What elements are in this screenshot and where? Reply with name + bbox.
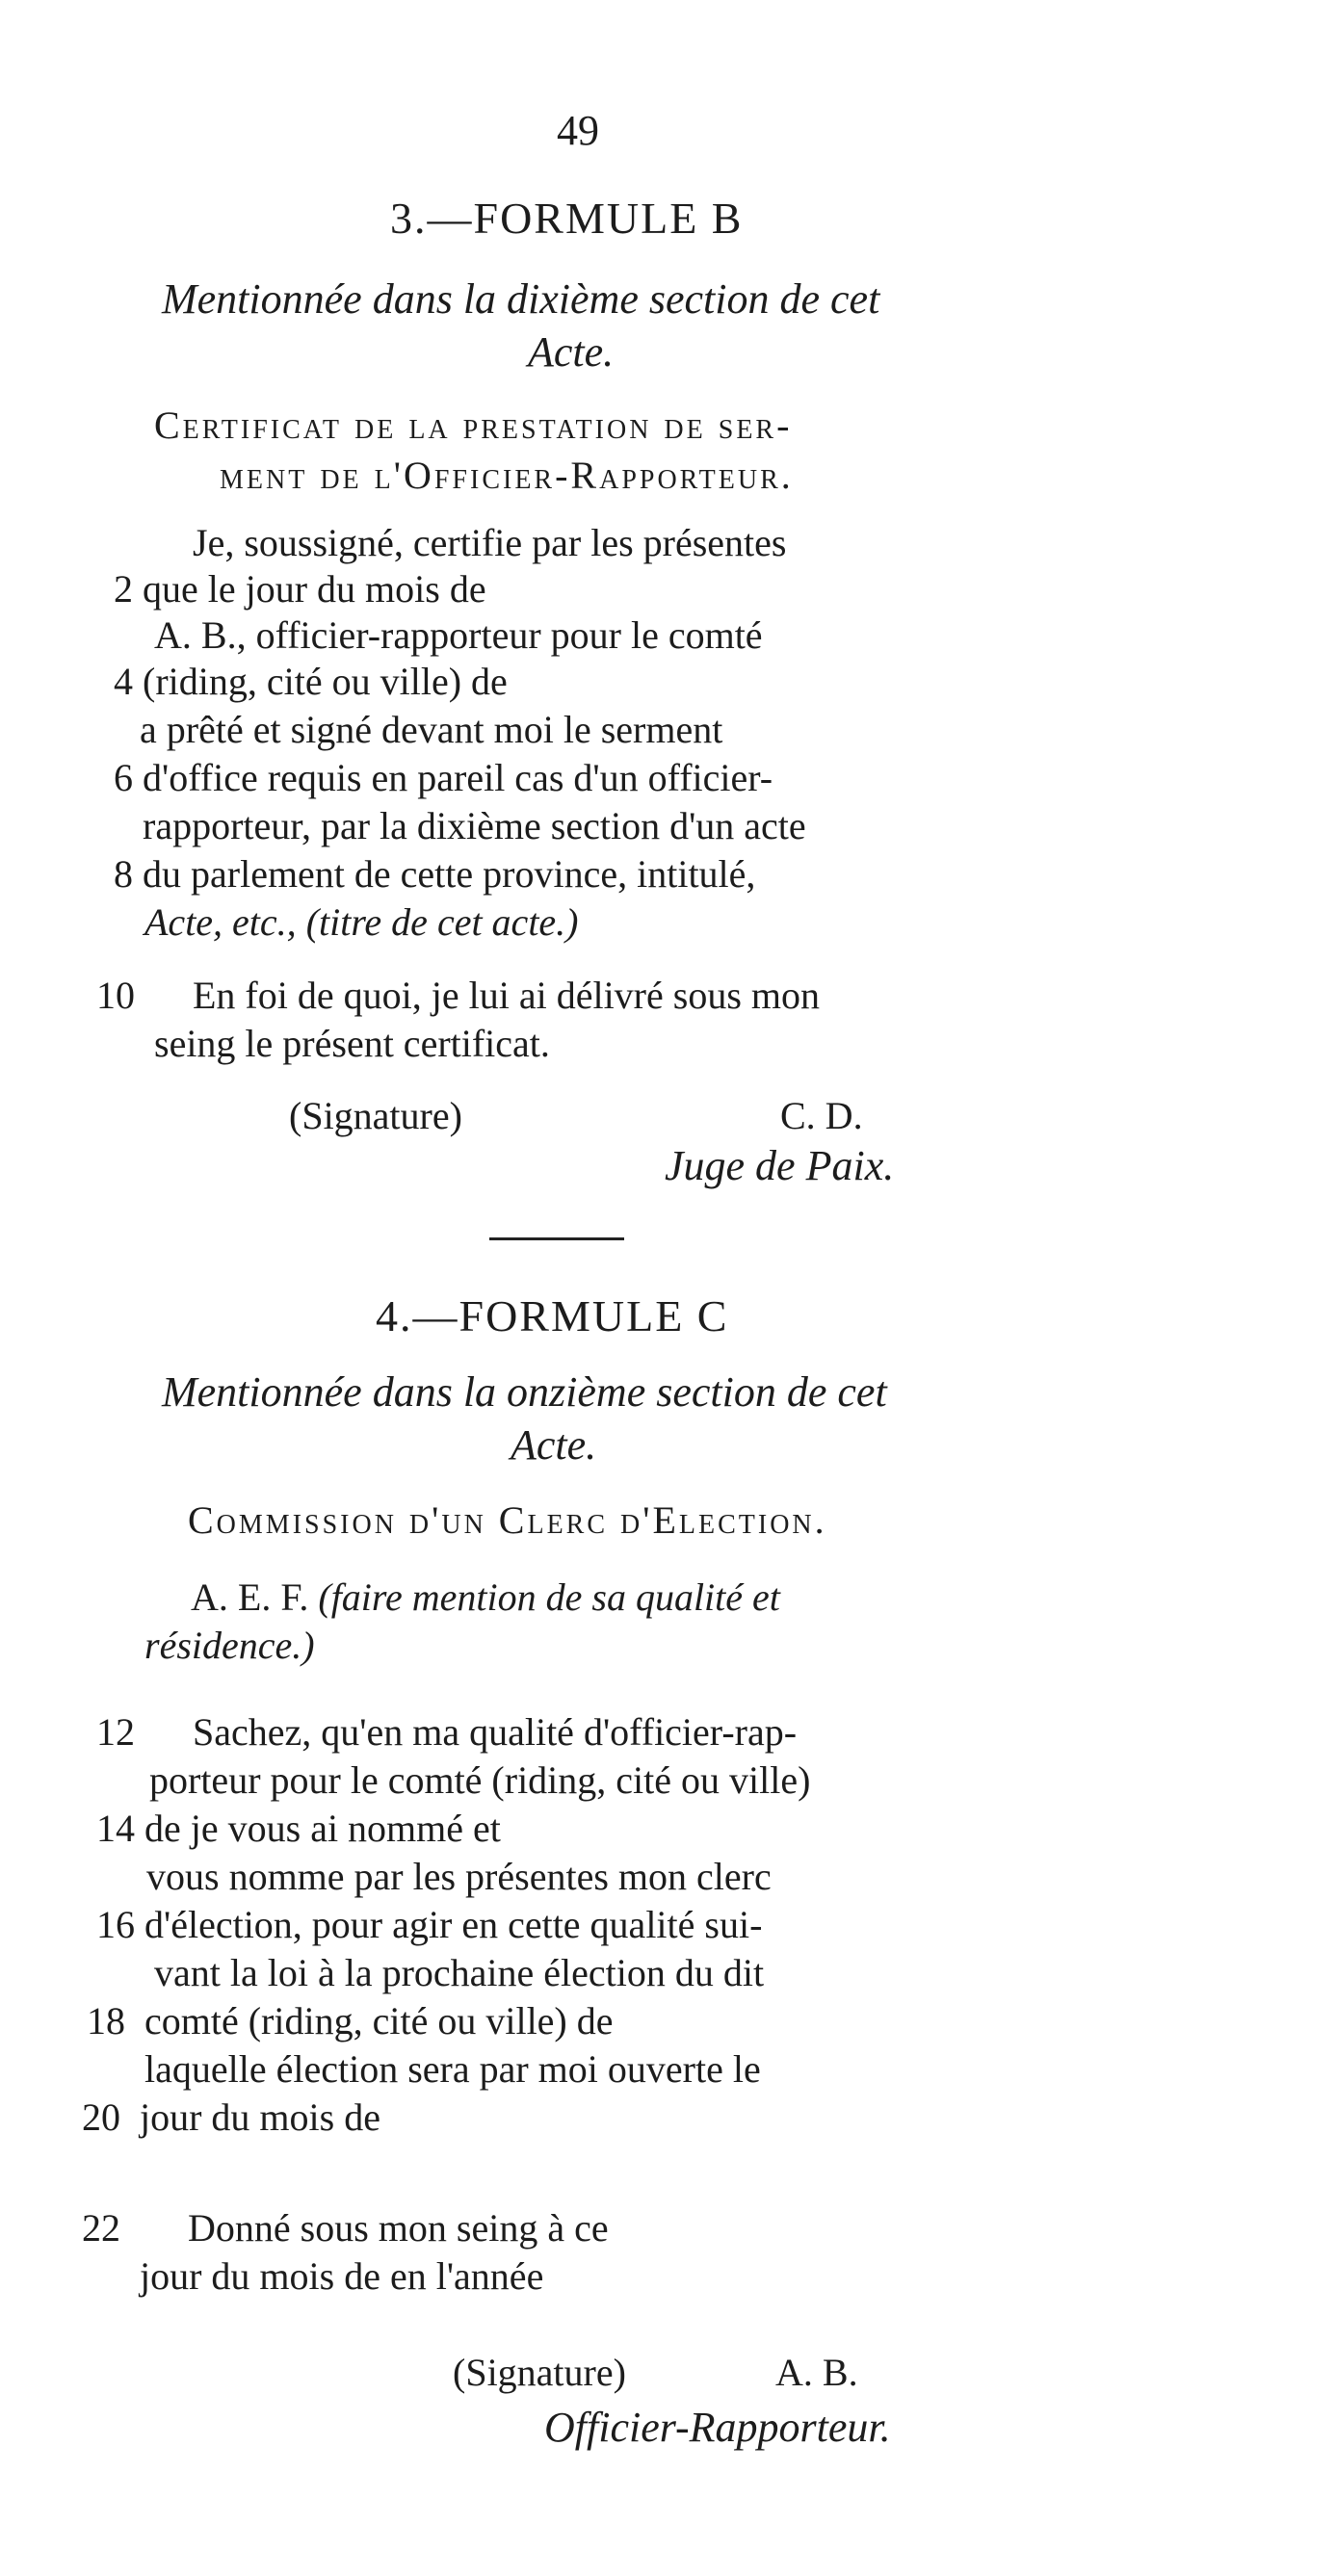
signer-b: C. D. [780, 1094, 863, 1137]
text-line: de je vous ai nommé et [144, 1807, 501, 1850]
signer-title-b: Juge de Paix. [665, 1142, 895, 1189]
formule-b-heading: 3.—FORMULE B [390, 194, 744, 243]
aef-italic-1: (faire mention de sa qualité et [318, 1575, 780, 1619]
text-line: laquelle élection sera par moi ouverte le [144, 2047, 761, 2091]
signature-label-b: (Signature) [289, 1094, 462, 1137]
text-line: vant la loi à la prochaine élection du dit [154, 1951, 765, 1994]
line-number: 2 [114, 567, 133, 611]
text-line: a prêté et signé devant moi le serment [140, 708, 723, 751]
certificat-title-1: Certificat de la prestation de ser- [154, 403, 793, 447]
en-foi-line-2: seing le présent certificat. [154, 1022, 550, 1065]
signer-title-c: Officier-Rapporteur. [544, 2404, 891, 2451]
line-number: 12 [96, 1710, 135, 1754]
line-number: 10 [96, 974, 135, 1017]
aef-line-2: résidence.) [144, 1624, 315, 1667]
line-number: 20 [82, 2095, 120, 2139]
text-line: (riding, cité ou ville) de [143, 660, 508, 703]
text-line: Sachez, qu'en ma qualité d'officier-rap- [193, 1710, 798, 1754]
line-number: 18 [87, 1999, 125, 2043]
formule-b-subtitle-1: Mentionnée dans la dixième section de cet [162, 275, 880, 323]
aef-line-1 [191, 1574, 780, 1620]
aef-plain: A. E. F. [191, 1575, 309, 1619]
acte-line [144, 899, 579, 945]
formule-c-subtitle-1: Mentionnée dans la onzième section de cet [162, 1368, 887, 1416]
text-line: porteur pour le comté (riding, cité ou ville) [149, 1758, 811, 1802]
text-line: jour du mois de [140, 2095, 380, 2139]
line-number: 14 [96, 1807, 135, 1850]
line-number: 16 [96, 1903, 135, 1946]
text-line: comté (riding, cité ou ville) de [144, 1999, 614, 2043]
certificat-title-2: ment de l'Officier-Rapporteur. [220, 454, 794, 497]
en-foi-line-1: En foi de quoi, je lui ai délivré sous mon [193, 974, 820, 1017]
commission-title: Commission d'un Clerc d'Election. [188, 1498, 827, 1542]
text-line: vous nomme par les présentes mon clerc [146, 1855, 772, 1898]
line-number: 4 [114, 660, 133, 703]
formule-c-subtitle-2: Acte. [511, 1421, 597, 1469]
text-line: A. B., officier-rapporteur pour le comté [154, 613, 763, 657]
text-line: que le jour du mois de [143, 567, 486, 611]
text-line: du parlement de cette province, intitulé, [143, 852, 756, 896]
acte-italic: (titre de cet acte.) [305, 900, 579, 944]
signature-label-c: (Signature) [453, 2351, 626, 2394]
text-line: d'élection, pour agir en cette qualité sui- [144, 1903, 763, 1946]
section-divider [489, 1237, 624, 1240]
donne-line-1: Donné sous mon seing à ce [188, 2206, 609, 2250]
signer-c: A. B. [775, 2351, 858, 2394]
line-number: 8 [114, 852, 133, 896]
line-number: 6 [114, 756, 133, 799]
formule-c-heading: 4.—FORMULE C [376, 1291, 729, 1340]
text-line: Je, soussigné, certifie par les présentes [193, 521, 787, 564]
line-number: 22 [82, 2206, 120, 2250]
text-line: rapporteur, par la dixième section d'un acte [143, 804, 806, 847]
acte-plain: Acte, etc., [144, 900, 297, 944]
page-number: 49 [557, 107, 599, 154]
donne-line-2: jour du mois de en l'année [140, 2254, 544, 2298]
formule-b-subtitle-2: Acte. [528, 328, 615, 376]
text-line: d'office requis en pareil cas d'un officier- [143, 756, 773, 799]
